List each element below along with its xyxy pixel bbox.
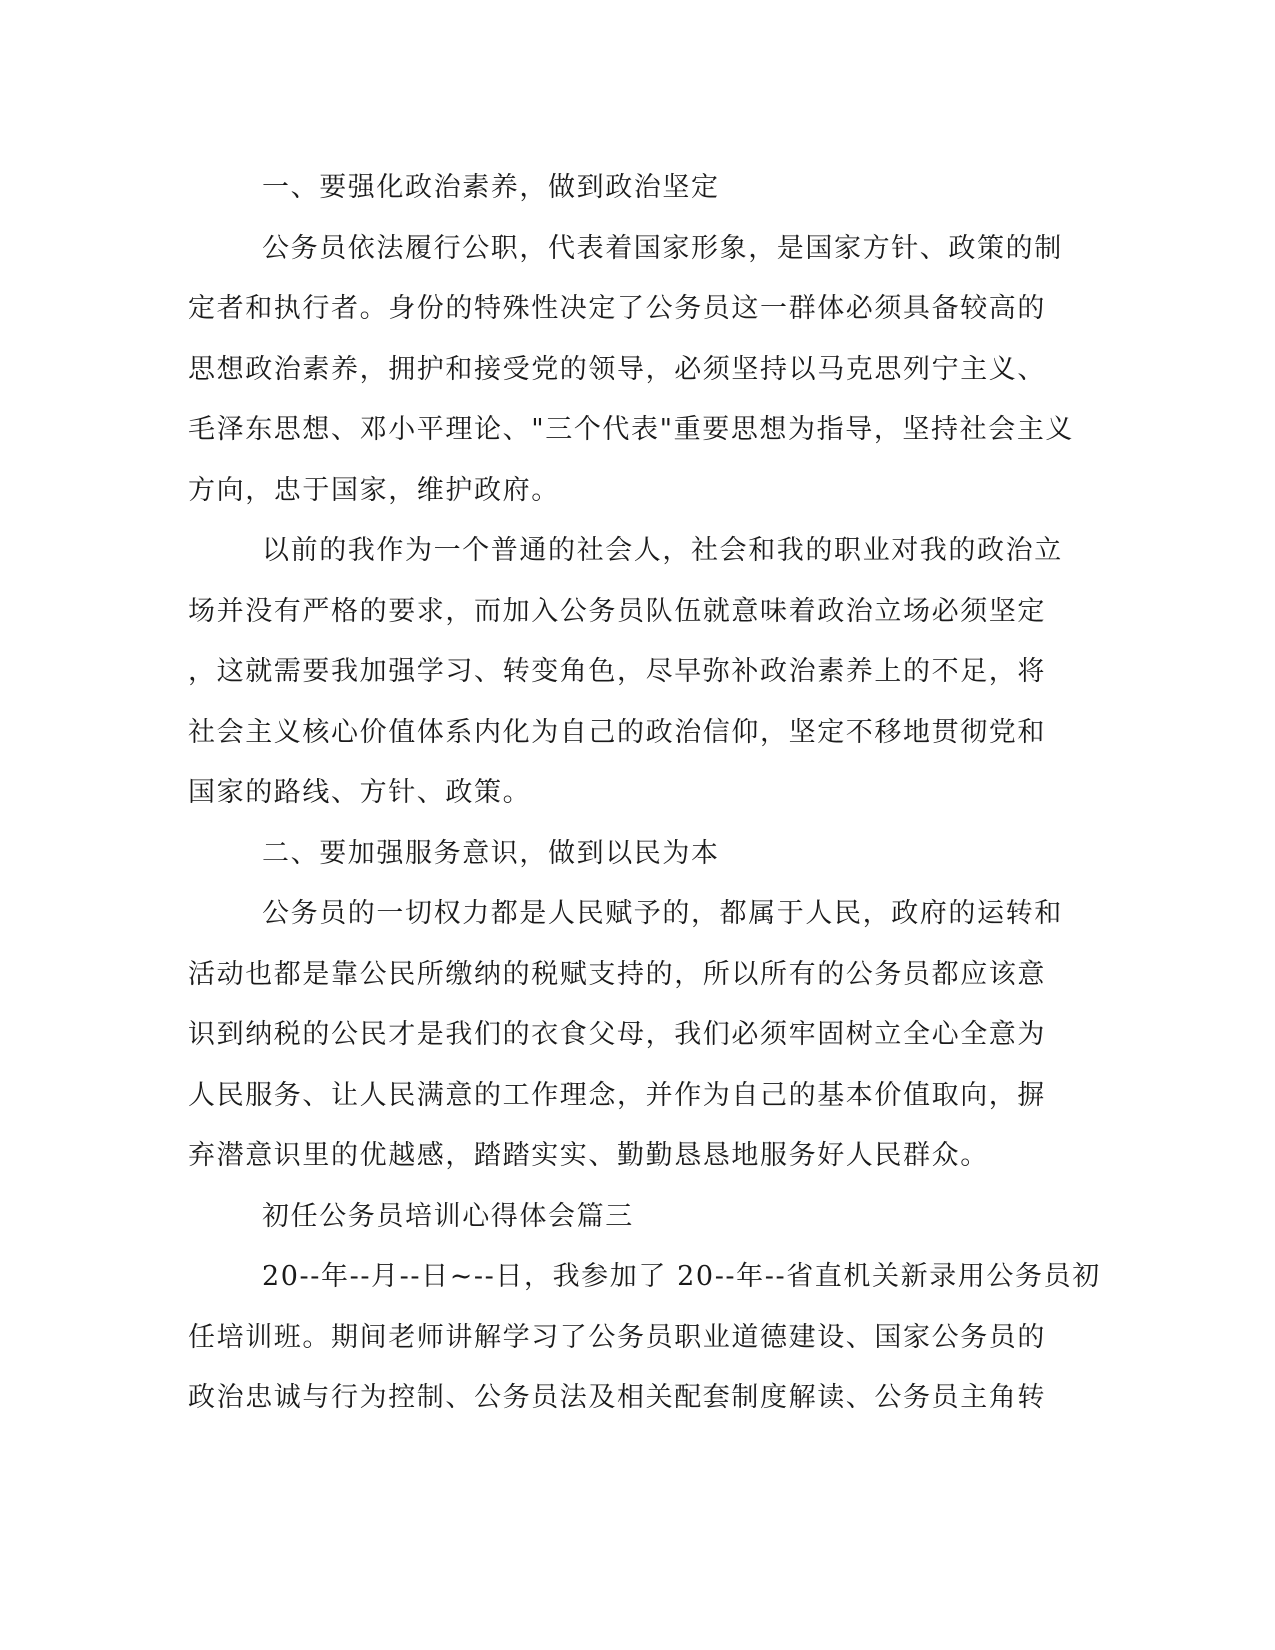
- paragraph-line: 定者和执行者。身份的特殊性决定了公务员这一群体必须具备较高的: [188, 293, 1046, 324]
- paragraph-line: 公务员的一切权力都是人民赋予的，都属于人民，政府的运转和: [262, 898, 1063, 929]
- heading-line: 初任公务员培训心得体会篇三: [262, 1200, 634, 1232]
- paragraph-line: 方向，忠于国家，维护政府。: [188, 474, 560, 506]
- section-heading-2: [188, 824, 1078, 885]
- section-heading-3: [188, 1187, 1078, 1248]
- paragraph-line: 国家的路线、方针、政策。: [188, 777, 532, 808]
- paragraph-line: ，这就需要我加强学习、转变角色，尽早弥补政治素养上的不足，将: [188, 656, 1046, 687]
- section-heading-1: [188, 158, 1078, 219]
- paragraph-line: 以前的我作为一个普通的社会人，社会和我的职业对我的政治立: [262, 535, 1063, 566]
- heading-line: 二、要加强服务意识，做到以民为本: [262, 837, 720, 869]
- paragraph-line: 任培训班。期间老师讲解学习了公务员职业道德建设、国家公务员的: [188, 1321, 1046, 1353]
- paragraph-line: 活动也都是靠公民所缴纳的税赋支持的，所以所有的公务员都应该意: [188, 958, 1046, 990]
- paragraph-2: [188, 521, 1078, 824]
- paragraph-line: 识到纳税的公民才是我们的衣食父母，我们必须牢固树立全心全意为: [188, 1019, 1046, 1050]
- paragraph-line: 公务员依法履行公职，代表着国家形象，是国家方针、政策的制: [262, 232, 1063, 264]
- paragraph-4: [188, 1247, 1101, 1429]
- paragraph-line: 场并没有严格的要求，而加入公务员队伍就意味着政治立场必须坚定: [188, 595, 1046, 627]
- paragraph-line: 弃潜意识里的优越感，踏踏实实、勤勤恳恳地服务好人民群众。: [188, 1140, 989, 1171]
- document-body: [188, 158, 1101, 1429]
- paragraph-line: 20--年--月--日~--日，我参加了 20--年--省直机关新录用公务员初: [262, 1261, 1101, 1292]
- paragraph-line: 人民服务、让人民满意的工作理念，并作为自己的基本价值取向，摒: [188, 1079, 1046, 1111]
- paragraph-line: 思想政治素养，拥护和接受党的领导，必须坚持以马克思列宁主义、: [188, 353, 1046, 385]
- paragraph-line: 毛泽东思想、邓小平理论、"三个代表"重要思想为指导，坚持社会主义: [188, 414, 1075, 445]
- paragraph-line: 社会主义核心价值体系内化为自己的政治信仰，坚定不移地贯彻党和: [188, 716, 1046, 748]
- paragraph-line: 政治忠诚与行为控制、公务员法及相关配套制度解读、公务员主角转: [188, 1382, 1046, 1413]
- paragraph-1: [188, 219, 1078, 522]
- heading-line: 一、要强化政治素养，做到政治坚定: [262, 172, 720, 203]
- paragraph-3: [188, 884, 1078, 1187]
